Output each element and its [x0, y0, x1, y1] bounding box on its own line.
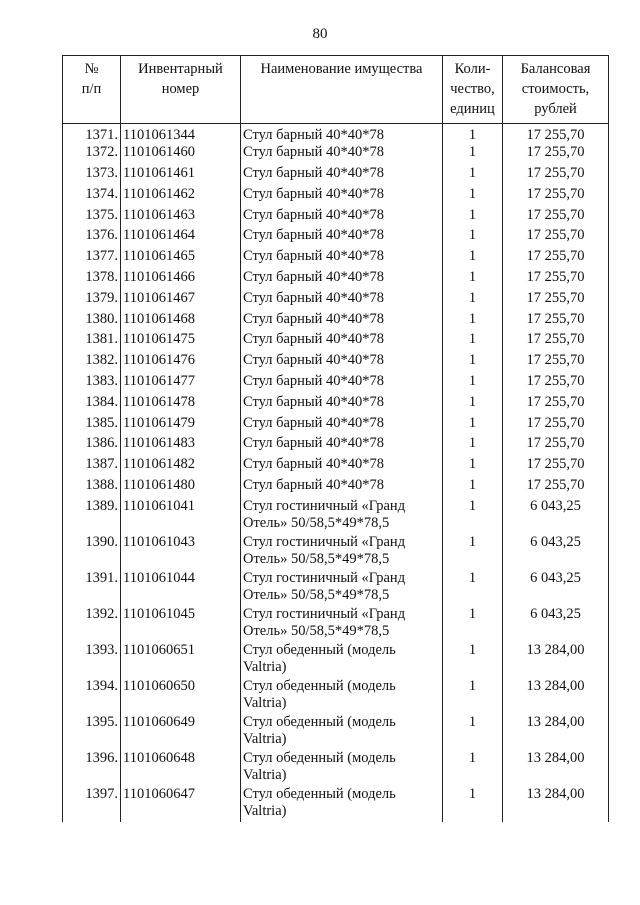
property-name: [241, 269, 443, 290]
row-number: 1391.: [63, 570, 121, 606]
row-number: 1386.: [63, 435, 121, 456]
row-number: 1384.: [63, 394, 121, 415]
property-name-line: Стул обеденный (модель: [243, 677, 396, 694]
balance-value: 17 255,70: [503, 186, 609, 207]
table-row: [63, 786, 609, 822]
property-name-line: Стул обеденный (модель: [243, 641, 396, 658]
quantity: 1: [443, 165, 503, 186]
balance-value: 13 284,00: [503, 642, 609, 678]
balance-value: 6 043,25: [503, 570, 609, 606]
property-name: [241, 227, 443, 248]
property-name-line: Valtria): [243, 730, 287, 747]
property-name-line: Отель» 50/58,5*49*78,5: [243, 622, 390, 639]
property-name: [241, 642, 443, 678]
header-quantity: [443, 56, 503, 124]
property-name: [241, 678, 443, 714]
property-name-line: Стул барный 40*40*78: [243, 435, 385, 452]
property-name: [241, 186, 443, 207]
property-name-line: Стул барный 40*40*78: [243, 393, 385, 410]
table-row: [63, 678, 609, 714]
property-name: [241, 352, 443, 373]
header-text-line: №: [84, 61, 99, 77]
row-number: 1377.: [63, 248, 121, 269]
row-number: 1395.: [63, 714, 121, 750]
table-row: [63, 373, 609, 394]
header-balance-value: [503, 56, 609, 124]
table-row: [63, 435, 609, 456]
property-name-line: Стул барный 40*40*78: [243, 185, 385, 202]
table-row: [63, 186, 609, 207]
balance-value: 13 284,00: [503, 750, 609, 786]
balance-value: 17 255,70: [503, 248, 609, 269]
inventory-number: 1101061482: [121, 456, 241, 477]
inventory-number: 1101061041: [121, 498, 241, 534]
table-row: [63, 750, 609, 786]
row-number: 1383.: [63, 373, 121, 394]
balance-value: 13 284,00: [503, 714, 609, 750]
inventory-number: 1101061480: [121, 477, 241, 498]
property-name-line: Стул барный 40*40*78: [243, 373, 385, 390]
table-header-row: [63, 56, 609, 124]
quantity: 1: [443, 498, 503, 534]
quantity: 1: [443, 534, 503, 570]
property-name: [241, 144, 443, 165]
inventory-number: 1101060648: [121, 750, 241, 786]
property-name: [241, 456, 443, 477]
quantity: 1: [443, 394, 503, 415]
balance-value: 17 255,70: [503, 269, 609, 290]
header-text-line: номер: [161, 81, 200, 97]
property-name: [241, 415, 443, 436]
property-name: [241, 124, 443, 145]
table-row: [63, 227, 609, 248]
property-name-line: Стул барный 40*40*78: [243, 456, 385, 473]
property-name-line: Valtria): [243, 694, 287, 711]
header-text-line: чество,: [450, 81, 495, 97]
property-name-line: Стул обеденный (модель: [243, 713, 396, 730]
property-name-line: Стул барный 40*40*78: [243, 144, 385, 161]
property-name-line: Стул обеденный (модель: [243, 785, 396, 802]
inventory-number: 1101061477: [121, 373, 241, 394]
balance-value: 17 255,70: [503, 373, 609, 394]
quantity: 1: [443, 207, 503, 228]
property-name-line: Стул гостиничный «Гранд: [243, 497, 406, 514]
balance-value: 17 255,70: [503, 415, 609, 436]
table-row: [63, 394, 609, 415]
quantity: 1: [443, 311, 503, 332]
inventory-number: 1101061468: [121, 311, 241, 332]
inventory-number: 1101061475: [121, 331, 241, 352]
property-name-line: Отель» 50/58,5*49*78,5: [243, 586, 390, 603]
header-text-line: рублей: [534, 101, 577, 117]
quantity: 1: [443, 714, 503, 750]
row-number: 1374.: [63, 186, 121, 207]
table-row: [63, 269, 609, 290]
inventory-number: 1101061465: [121, 248, 241, 269]
inventory-number: 1101061461: [121, 165, 241, 186]
property-name: [241, 750, 443, 786]
quantity: 1: [443, 331, 503, 352]
property-name-line: Стул барный 40*40*78: [243, 127, 385, 143]
inventory-number: 1101061478: [121, 394, 241, 415]
header-text-line: стоимость,: [521, 81, 590, 97]
row-number: 1373.: [63, 165, 121, 186]
property-name-line: Стул барный 40*40*78: [243, 414, 385, 431]
inventory-number: 1101061045: [121, 606, 241, 642]
inventory-number: 1101061463: [121, 207, 241, 228]
inventory-number: 1101061044: [121, 570, 241, 606]
balance-value: 17 255,70: [503, 144, 609, 165]
quantity: 1: [443, 290, 503, 311]
property-name-line: Valtria): [243, 766, 287, 783]
header-text-line: Наименование имущества: [260, 61, 423, 77]
property-name: [241, 331, 443, 352]
quantity: 1: [443, 606, 503, 642]
table-row: [63, 642, 609, 678]
property-name-line: Стул барный 40*40*78: [243, 248, 385, 265]
balance-value: 17 255,70: [503, 352, 609, 373]
inventory-number: 1101061476: [121, 352, 241, 373]
inventory-number: 1101061467: [121, 290, 241, 311]
property-name: [241, 207, 443, 228]
row-number: 1393.: [63, 642, 121, 678]
property-name-line: Отель» 50/58,5*49*78,5: [243, 514, 390, 531]
row-number: 1371.: [63, 124, 121, 145]
quantity: 1: [443, 415, 503, 436]
quantity: 1: [443, 373, 503, 394]
row-number: 1392.: [63, 606, 121, 642]
inventory-number: 1101060649: [121, 714, 241, 750]
property-name: [241, 373, 443, 394]
inventory-number: 1101061466: [121, 269, 241, 290]
table-row: [63, 311, 609, 332]
row-number: 1375.: [63, 207, 121, 228]
property-name: [241, 311, 443, 332]
quantity: 1: [443, 750, 503, 786]
header-number: [63, 56, 121, 124]
table-row: [63, 144, 609, 165]
row-number: 1388.: [63, 477, 121, 498]
inventory-number: 1101060651: [121, 642, 241, 678]
property-name-line: Стул гостиничный «Гранд: [243, 569, 406, 586]
table-row: [63, 124, 609, 145]
row-number: 1378.: [63, 269, 121, 290]
property-name-line: Стул гостиничный «Гранд: [243, 533, 406, 550]
inventory-number: 1101061464: [121, 227, 241, 248]
balance-value: 17 255,70: [503, 456, 609, 477]
table-row: [63, 248, 609, 269]
row-number: 1379.: [63, 290, 121, 311]
quantity: 1: [443, 435, 503, 456]
balance-value: 13 284,00: [503, 678, 609, 714]
header-inventory-number: [121, 56, 241, 124]
inventory-number: 1101060647: [121, 786, 241, 822]
quantity: 1: [443, 786, 503, 822]
property-name-line: Стул барный 40*40*78: [243, 289, 385, 306]
table-body: [63, 124, 609, 822]
property-name: [241, 477, 443, 498]
property-name: [241, 435, 443, 456]
table-row: [63, 477, 609, 498]
property-name-line: Стул гостиничный «Гранд: [243, 605, 406, 622]
page-number: 80: [312, 26, 328, 42]
quantity: 1: [443, 477, 503, 498]
quantity: 1: [443, 144, 503, 165]
property-name-line: Стул барный 40*40*78: [243, 206, 385, 223]
table-row: [63, 415, 609, 436]
balance-value: 17 255,70: [503, 311, 609, 332]
property-name: [241, 714, 443, 750]
quantity: 1: [443, 570, 503, 606]
table-row: [63, 534, 609, 570]
property-name: [241, 534, 443, 570]
table-row: [63, 207, 609, 228]
inventory-number: 1101061460: [121, 144, 241, 165]
header-text-line: п/п: [81, 81, 102, 97]
quantity: 1: [443, 227, 503, 248]
property-name: [241, 248, 443, 269]
header-text-line: Балансовая: [520, 61, 591, 77]
row-number: 1387.: [63, 456, 121, 477]
property-name-line: Valtria): [243, 658, 287, 675]
row-number: 1396.: [63, 750, 121, 786]
table-row: [63, 331, 609, 352]
property-name-line: Стул барный 40*40*78: [243, 331, 385, 348]
row-number: 1382.: [63, 352, 121, 373]
inventory-number: 1101060650: [121, 678, 241, 714]
property-name-line: Стул барный 40*40*78: [243, 477, 385, 494]
inventory-number: 1101061043: [121, 534, 241, 570]
row-number: 1389.: [63, 498, 121, 534]
quantity: 1: [443, 456, 503, 477]
property-name-line: Стул барный 40*40*78: [243, 310, 385, 327]
balance-value: 17 255,70: [503, 477, 609, 498]
inventory-table: [62, 55, 609, 822]
property-name-line: Стул барный 40*40*78: [243, 227, 385, 244]
header-property-name: [241, 56, 443, 124]
property-name-line: Отель» 50/58,5*49*78,5: [243, 550, 390, 567]
table-row: [63, 498, 609, 534]
balance-value: 6 043,25: [503, 498, 609, 534]
property-name: [241, 498, 443, 534]
property-name: [241, 394, 443, 415]
quantity: 1: [443, 248, 503, 269]
row-number: 1376.: [63, 227, 121, 248]
inventory-number: 1101061483: [121, 435, 241, 456]
table-row: [63, 165, 609, 186]
inventory-number: 1101061344: [121, 124, 241, 145]
balance-value: 17 255,70: [503, 435, 609, 456]
balance-value: 17 255,70: [503, 394, 609, 415]
property-name: [241, 290, 443, 311]
balance-value: 17 255,70: [503, 124, 609, 145]
table-row: [63, 352, 609, 373]
table-row: [63, 570, 609, 606]
balance-value: 17 255,70: [503, 207, 609, 228]
quantity: 1: [443, 124, 503, 145]
balance-value: 6 043,25: [503, 534, 609, 570]
header-text-line: единиц: [450, 101, 495, 117]
header-text-line: Коли-: [454, 61, 491, 77]
balance-value: 17 255,70: [503, 165, 609, 186]
quantity: 1: [443, 352, 503, 373]
balance-value: 6 043,25: [503, 606, 609, 642]
balance-value: 13 284,00: [503, 786, 609, 822]
row-number: 1380.: [63, 311, 121, 332]
property-name: [241, 606, 443, 642]
table-row: [63, 606, 609, 642]
property-name: [241, 165, 443, 186]
quantity: 1: [443, 642, 503, 678]
balance-value: 17 255,70: [503, 227, 609, 248]
table-row: [63, 456, 609, 477]
row-number: 1390.: [63, 534, 121, 570]
property-name-line: Стул барный 40*40*78: [243, 165, 385, 182]
quantity: 1: [443, 678, 503, 714]
row-number: 1385.: [63, 415, 121, 436]
table-row: [63, 714, 609, 750]
balance-value: 17 255,70: [503, 290, 609, 311]
inventory-number: 1101061462: [121, 186, 241, 207]
property-name-line: Valtria): [243, 802, 287, 819]
property-name-line: Стул обеденный (модель: [243, 749, 396, 766]
property-name: [241, 786, 443, 822]
property-name: [241, 570, 443, 606]
inventory-number: 1101061479: [121, 415, 241, 436]
row-number: 1397.: [63, 786, 121, 822]
table-row: [63, 290, 609, 311]
row-number: 1372.: [63, 144, 121, 165]
quantity: 1: [443, 186, 503, 207]
row-number: 1381.: [63, 331, 121, 352]
header-text-line: Инвентарный: [138, 61, 223, 77]
property-name-line: Стул барный 40*40*78: [243, 269, 385, 286]
quantity: 1: [443, 269, 503, 290]
property-name-line: Стул барный 40*40*78: [243, 352, 385, 369]
row-number: 1394.: [63, 678, 121, 714]
balance-value: 17 255,70: [503, 331, 609, 352]
